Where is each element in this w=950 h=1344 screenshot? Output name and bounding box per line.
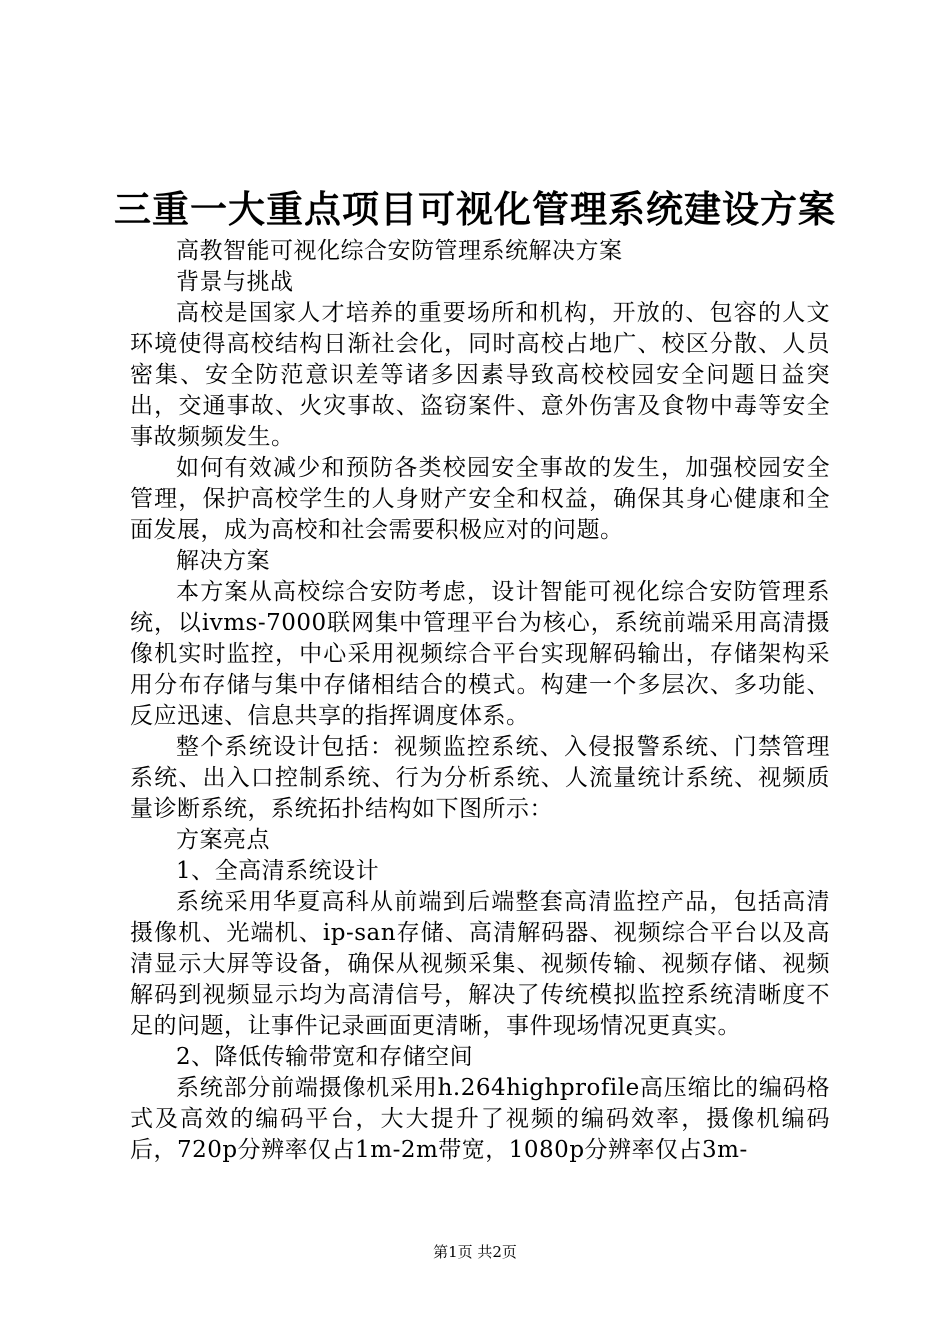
document-body (130, 236, 830, 1166)
heading-background: 背景与挑战 (176, 269, 294, 295)
paragraph: 系统部分前端摄像机采用h.264highprofile高压缩比的编码格式及高效的编码平台，大大提升了视频的编码效率，摄像机编码后，720p分辨率仅占1m-2m带宽，1080p分辨率仅占3m- (130, 1075, 830, 1163)
document-title: 三重一大重点项目可视化管理系统建设方案 (114, 188, 836, 231)
paragraph: 高校是国家人才培养的重要场所和机构，开放的、包容的人文环境使得高校结构日渐社会化，同时高校占地广、校区分散、人员密集、安全防范意识差等诸多因素导致高校校园安全问题日益突出，交通事故、火灾事故、盗窃案件、意外伤害及食物中毒等安全事故频频发生。 (130, 300, 830, 450)
paragraph: 如何有效减少和预防各类校园安全事故的发生，加强校园安全管理，保护高校学生的人身财产安全和权益，确保其身心健康和全面发展，成为高校和社会需要积极应对的问题。 (130, 455, 830, 543)
heading-item-1: 1、全高清系统设计 (176, 858, 380, 884)
heading-solution: 解决方案 (176, 548, 270, 574)
paragraph: 系统采用华夏高科从前端到后端整套高清监控产品，包括高清摄像机、光端机、ip-san存储、高清解码器、视频综合平台以及高清显示大屏等设备，确保从视频采集、视频传输、视频存储、视频解码到视频显示均为高清信号，解决了传统模拟监控系统清晰度不足的问题，让事件记录画面更清晰，事件现场情况更真实。 (130, 889, 830, 1039)
paragraph: 本方案从高校综合安防考虑，设计智能可视化综合安防管理系统，以ivms-7000联网集中管理平台为核心，系统前端采用高清摄像机实时监控，中心采用视频综合平台实现解码输出，存储架构采用分布存储与集中存储相结合的模式。构建一个多层次、多功能、反应迅速、信息共享的指挥调度体系。 (130, 579, 830, 729)
paragraph: 整个系统设计包括：视频监控系统、入侵报警系统、门禁管理系统、出入口控制系统、行为分析系统、人流量统计系统、视频质量诊断系统，系统拓扑结构如下图所示： (130, 734, 830, 822)
heading-highlights: 方案亮点 (176, 827, 270, 853)
page-footer: 第1页 共2页 (433, 1243, 517, 1261)
heading-item-2: 2、降低传输带宽和存储空间 (176, 1044, 474, 1070)
paragraph-subtitle: 高教智能可视化综合安防管理系统解决方案 (176, 238, 623, 264)
